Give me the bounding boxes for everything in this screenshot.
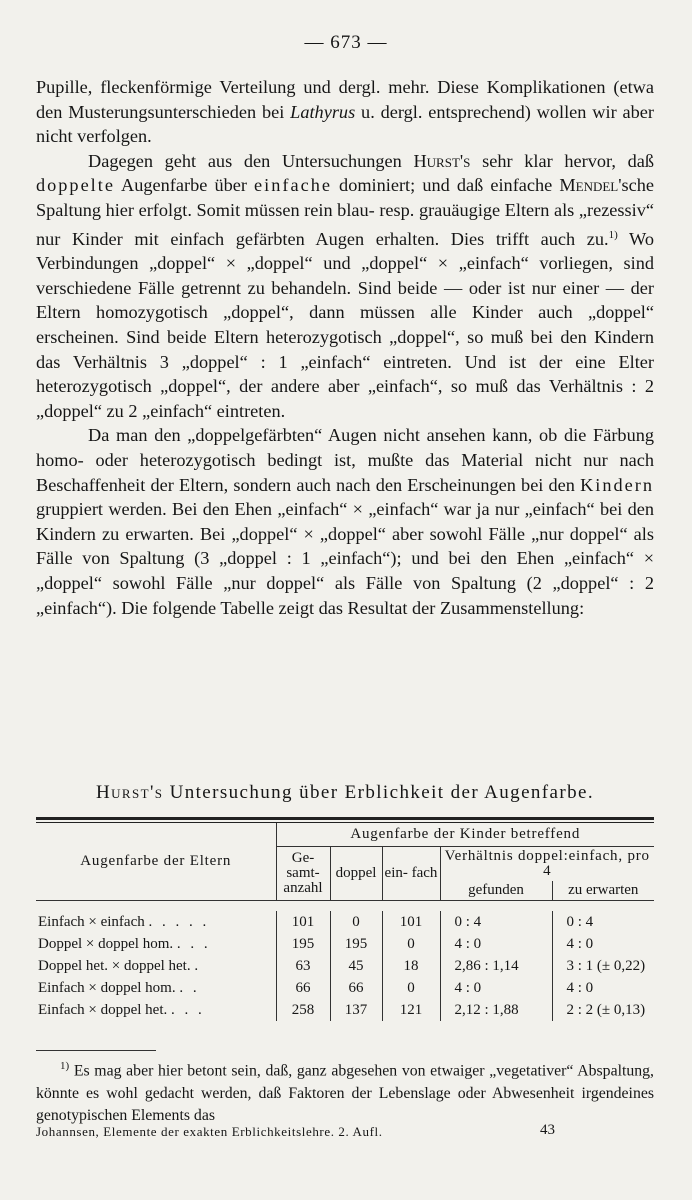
cell-found: 4 : 0 bbox=[440, 933, 552, 955]
table-row bbox=[36, 911, 654, 933]
row-label bbox=[36, 955, 276, 977]
cell-einfach: 0 bbox=[382, 977, 440, 999]
cell-doppel: 137 bbox=[330, 999, 382, 1021]
leader-dots: . bbox=[194, 958, 202, 974]
cell-total: 66 bbox=[276, 977, 330, 999]
spacer-row bbox=[36, 901, 654, 912]
cell-total: 258 bbox=[276, 999, 330, 1021]
cell-expected: 0 : 4 bbox=[552, 911, 654, 933]
spaced-word: einfache bbox=[254, 175, 332, 196]
page-number: — 673 — bbox=[304, 32, 388, 53]
cell-found: 0 : 4 bbox=[440, 911, 552, 933]
header-einfach: ein- fach bbox=[382, 847, 440, 901]
table-title bbox=[36, 782, 654, 804]
author-name: Hurst's bbox=[413, 150, 471, 171]
text-run: dominiert; und daß einfache bbox=[331, 175, 560, 196]
label-text: Doppel × doppel hom. bbox=[38, 936, 174, 952]
table-row bbox=[36, 977, 654, 999]
cell-einfach: 0 bbox=[382, 933, 440, 955]
table-row bbox=[36, 955, 654, 977]
label-text: Doppel het. × doppel het. bbox=[38, 958, 191, 974]
row-label bbox=[36, 933, 276, 955]
header-parents: Augenfarbe der Eltern bbox=[36, 823, 276, 901]
footnote-mark: 1) bbox=[60, 1060, 70, 1072]
spacer-row bbox=[36, 1021, 654, 1029]
row-label bbox=[36, 977, 276, 999]
signature-mark: 43 bbox=[540, 1122, 555, 1138]
cell-expected: 4 : 0 bbox=[552, 977, 654, 999]
text-run: gruppiert werden. Bei den Ehen „einfach“ × „einfach“ war ja nur „einfach“ bei den Kindern zu erwarten. Bei „doppel“ × „doppel“ aber sowohl Fälle „nur doppel“ als Fälle von Spaltung (3 „doppel : 1 „einfach“); und bei den Ehen „einfach“ × „doppel“ sowohl Fälle „nur doppel“ als Fälle von Spaltung (2 „doppel“ : 2 „einfach“). Die folgende Tabelle zeigt das Resultat der Zusammenstellung: bbox=[36, 499, 654, 618]
footnote bbox=[36, 1055, 654, 1128]
header-expected: zu erwarten bbox=[552, 881, 654, 901]
spaced-word: doppelte bbox=[36, 175, 115, 196]
cell-doppel: 45 bbox=[330, 955, 382, 977]
cell-doppel: 66 bbox=[330, 977, 382, 999]
text-run: Dagegen geht aus den Untersuchungen bbox=[88, 150, 414, 171]
table-row bbox=[36, 933, 654, 955]
text-run: u. dergl. entsprechend) wollen wir aber nicht verfolgen. bbox=[36, 101, 654, 147]
footnote-text bbox=[36, 1055, 654, 1128]
footnote-rule bbox=[36, 1050, 156, 1051]
header-total: Ge- samt- anzahl bbox=[276, 847, 330, 901]
text-run: 'sche Spaltung hier erfolgt. Somit müssen rein blau- resp. grauäugige Eltern als „rezessiv“ nur Kinder mit einfach gefärbten Augen erhalten. Dies trifft auch zu. bbox=[36, 175, 655, 249]
running-footer: Johannsen, Elemente der exakten Erblichkeitslehre. 2. Aufl. bbox=[36, 1124, 383, 1139]
paragraph-2 bbox=[36, 149, 654, 424]
header-group: Augenfarbe der Kinder betreffend bbox=[276, 823, 654, 847]
leader-dots: . . bbox=[179, 980, 200, 996]
body-text bbox=[36, 75, 654, 620]
title-text: Untersuchung über Erblichkeit der Augenfarbe. bbox=[163, 782, 594, 803]
author-name: Mendel bbox=[559, 175, 619, 196]
table-row bbox=[36, 999, 654, 1021]
footnote-ref: 1) bbox=[608, 228, 618, 241]
label-text: Einfach × einfach bbox=[38, 914, 145, 930]
cell-doppel: 195 bbox=[330, 933, 382, 955]
leader-dots: . . . . . bbox=[148, 914, 210, 930]
text-run: Da man den „doppelgefärbten“ Augen nicht ansehen kann, ob die Färbung homo- oder heterozygotisch bedingt ist, mußte das Material nicht nur nach Beschaffenheit der Eltern, sondern auch nach den Erscheinungen bei den bbox=[36, 425, 654, 495]
text-run: Wo Verbindungen „doppel“ × „doppel“ und „doppel“ × „einfach“ vorliegen, sind verschiedene Fälle getrennt zu behandeln. Sind beide — oder ist nur einer — der Eltern homozygotisch „doppel“, dann müssen alle Kinder auch „doppel“ erscheinen. Sind beide Eltern heterozygotisch „doppel“, so muß bei den Kindern das Verhältnis 3 „doppel“ : 1 „einfach“ eintreten. Und ist der eine Elter heterozygotisch „doppel“, der andere aber „einfach“, so muß das Verhältnis : 2 „doppel“ zu 2 „einfach“ eintreten. bbox=[36, 228, 654, 421]
cell-einfach: 101 bbox=[382, 911, 440, 933]
heredity-table bbox=[36, 817, 654, 1029]
cell-total: 101 bbox=[276, 911, 330, 933]
paragraph-3 bbox=[36, 423, 654, 620]
cell-found: 4 : 0 bbox=[440, 977, 552, 999]
author-name: Hurst's bbox=[96, 782, 164, 803]
text-run: sehr klar hervor, daß bbox=[470, 150, 654, 171]
row-label bbox=[36, 999, 276, 1021]
data-table bbox=[36, 823, 654, 1029]
paragraph-1 bbox=[36, 75, 654, 149]
cell-found: 2,86 : 1,14 bbox=[440, 955, 552, 977]
text-run: Pupille, fleckenförmige Verteilung und dergl. mehr. Diese Komplikationen (etwa den Musterungsunterschieden bei bbox=[36, 77, 654, 122]
cell-expected: 4 : 0 bbox=[552, 933, 654, 955]
footnote-body: Es mag aber hier betont sein, daß, ganz abgesehen von etwaiger „vegetativer“ Abspaltung, könnte es wohl gedacht werden, daß Faktoren der Lebenslage oder Abwesenheit irgendeines genotypischen Elements das bbox=[36, 1062, 654, 1125]
label-text: Einfach × doppel het. bbox=[38, 1002, 168, 1018]
cell-einfach: 121 bbox=[382, 999, 440, 1021]
leader-dots: . . . bbox=[176, 936, 211, 952]
leader-dots: . . . bbox=[171, 1002, 205, 1018]
label-text: Einfach × doppel hom. bbox=[38, 980, 176, 996]
row-label bbox=[36, 911, 276, 933]
header-found: gefunden bbox=[440, 881, 552, 901]
header-doppel: doppel bbox=[330, 847, 382, 901]
spaced-word: Kindern bbox=[580, 474, 654, 495]
cell-expected: 3 : 1 (± 0,22) bbox=[552, 955, 654, 977]
header-ratio: Verhältnis doppel:einfach, pro 4 bbox=[440, 847, 654, 882]
cell-expected: 2 : 2 (± 0,13) bbox=[552, 999, 654, 1021]
cell-einfach: 18 bbox=[382, 955, 440, 977]
cell-found: 2,12 : 1,88 bbox=[440, 999, 552, 1021]
table-top-rule bbox=[36, 817, 654, 820]
text-run: Augenfarbe über bbox=[114, 175, 255, 196]
cell-total: 63 bbox=[276, 955, 330, 977]
cell-total: 195 bbox=[276, 933, 330, 955]
cell-doppel: 0 bbox=[330, 911, 382, 933]
italic-term: Lathyrus bbox=[290, 101, 356, 122]
